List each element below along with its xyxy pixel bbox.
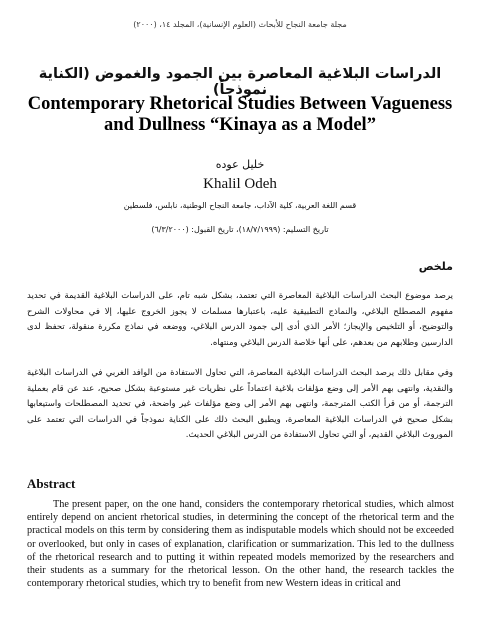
submission-dates: تاريخ التسليم: (١٨/٧/١٩٩٩)، تاريخ القبول: (٦/٣/٢٠٠٠) [151,225,329,234]
running-header: مجلة جامعة النجاح للأبحاث (العلوم الإنسانية)، المجلد ١٤، (٢٠٠٠) [133,20,347,29]
arabic-abstract-paragraph-1: يرصد موضوع البحث الدراسات البلاغية المعاصرة التي تعتمد، بشكل شبه تام، على الدراسات البلاغية القديمة في تحديد مفهوم المصطلح البلاغي، والنماذج التطبيقية عليه، باعتبارها مسلمات لا يجوز الخروج عليها، إلا في محاولات الشرح والتوضيح، أو التلخيص والإيجاز؛ الأمر الذي أدى إلى جمود الدرس البلاغي، ووضعه في نماذج مكررة منقولة، تحفظ لدى الدارسين وطلابهم من بعدهم، على أنها خلاصة الدرس البلاغي ومنتهاه. [27,291,453,348]
english-title: Contemporary Rhetorical Studies Between Vagueness and Dullness “Kinaya as a Model” [27,94,453,135]
author-affiliation: قسم اللغة العربية، كلية الآداب، جامعة النجاح الوطنية، نابلس، فلسطين [123,201,357,210]
author-name-arabic: خليل عوده [215,158,265,171]
arabic-abstract-heading: ملخص [418,260,453,273]
english-abstract-paragraph: The present paper, on the one hand, considers the contemporary rhetorical studies, which almost entirely depend on ancient rhetorical studies, in determining the concept of the rhetorical term and the practical models on this term by considering them as indisputable models which should not be exceeded or overlooked, but only in cases of explanation, clarification or summarization. This led to the dullness of the rhetorical research and to putting it within repeated models memorized by the researchers and their students as a summary for the rhetorical lesson. On the other hand, the research tackles the contemporary rhetorical studies, which try to benefit from new Western ideas in critical and [27,499,454,590]
arabic-title: الدراسات البلاغية المعاصرة بين الجمود والغموض (الكناية نموذجاً) [38,66,442,98]
author-name-english: Khalil Odeh [203,176,277,192]
arabic-abstract-paragraph-2: وفي مقابل ذلك يرصد البحث الدراسات البلاغية المعاصرة، التي تحاول الاستفادة من الوافد الغربي في الدراسات البلاغية والنقدية، وانتهى بهم الأمر إلى وضع مؤلفات بلاغية اعتماداً على نظريات غير مستوعبة بشكل صحيح، عند عن قام بعملية الترجمة، أو من قرأ الكتب المترجمة، وانتهى بهم الأمر إلى وضع مؤلفات غير واضحة، في تحديد المصطلحات واستيعابها بشكل صحيح في الدراسات البلاغية المعاصرة، ويطبق البحث ذلك على الكناية نموذجاً في الدراسات التي تعتمد على الموروث البلاغي القديم، أو التي تحاول الاستفادة من الدرس البلاغي الحديث. [27,368,453,441]
english-abstract-heading: Abstract [27,476,76,491]
